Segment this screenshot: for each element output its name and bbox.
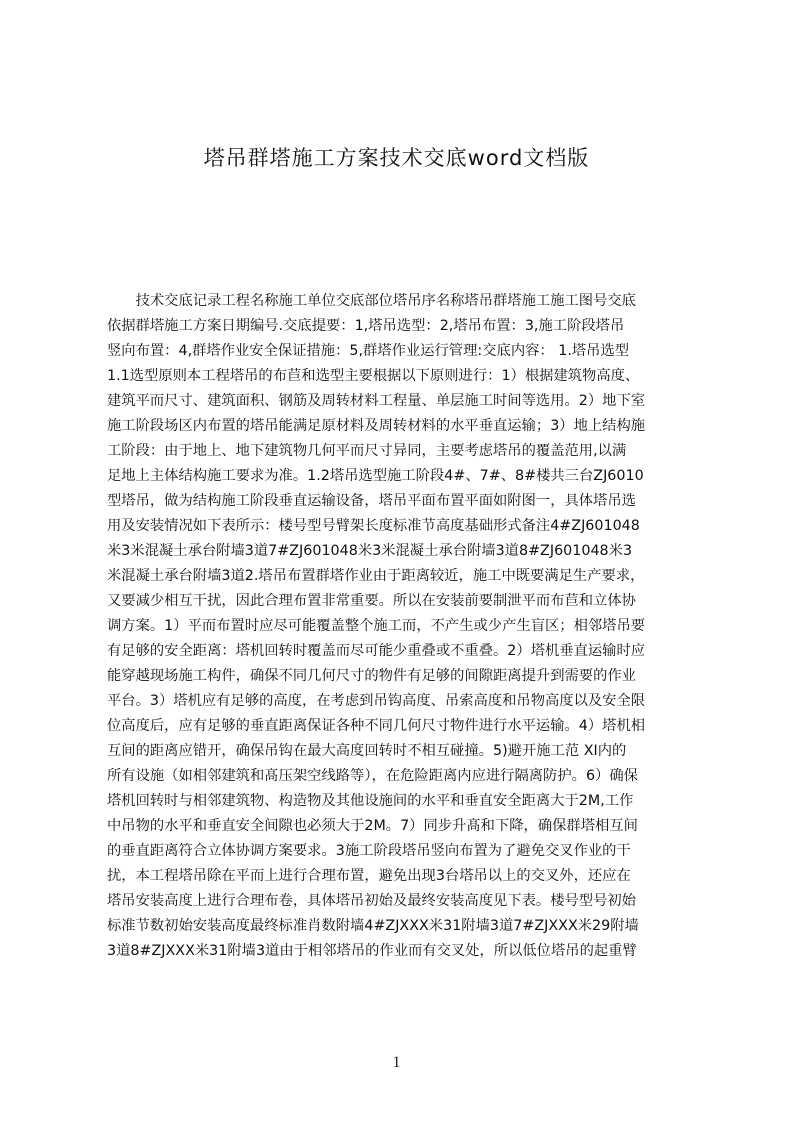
body-text-line: 建筑平而尺寸、建筑面积、钢筋及周转材料工程量、单层施工时间等选用。2）地下室 xyxy=(107,393,646,409)
body-text-line: 能穿越现场施工构件，确保不同几何尺寸的物件有足够的间隙距离提升到需要的作业 xyxy=(107,668,636,684)
body-text-line: 依据群塔施工方案日期编号.交底提要：1,塔吊选型：2,塔吊布置：3,施工阶段塔吊 xyxy=(107,318,625,334)
body-text-line: 标准节数初始安装高度最终标准肖数附墙4#ZJXXX米31附墙3道7#ZJXXX米29附墙 xyxy=(107,918,639,934)
body-text-line: 1.1选型原则本工程塔吊的布苣和选型主要根据以下原则进行：1）根据建筑物高度、 xyxy=(107,368,640,384)
body-text-line: 米3米混凝土承台附墙3道7#ZJ601048米3米混凝土承台附墙3道8#ZJ601048米3 xyxy=(107,543,633,559)
body-text-line: 竖向布置：4,群塔作业安全保证措施：5,群塔作业运行管理:交底内容： 1.塔吊选型 xyxy=(107,343,630,359)
body-text-line: 技术交底记录工程名称施工单位交底部位塔吊序名称塔吊群塔施工施工图号交底 xyxy=(107,293,636,309)
body-text-line: 施工阶段场区内布置的塔吊能满足原材料及周转材料的水平垂直运输；3）地上结构施 xyxy=(107,418,646,434)
body-text-line: 足地上主体结构施工要求为准。1.2塔吊选型施工阶段4#、7#、8#楼共三台ZJ6010 xyxy=(107,468,644,484)
body-text-line: 有足够的安全距离：塔机回转时覆盖而尽可能少重叠或不重叠。2）塔机垂直运输时应 xyxy=(107,643,646,659)
body-text-line: 工阶段：由于地上、地下建筑物几何平而尺寸异同，主要考虑塔吊的覆盖范用,以满 xyxy=(107,443,627,459)
body-text-line: 3道8#ZJXXX米31附墙3道由于相邻塔吊的作业而有交叉处，所以低位塔吊的起重臂 xyxy=(107,943,637,959)
document-body xyxy=(107,289,697,964)
body-text-line: 米混凝土承台附墙3道2.塔吊布置群塔作业由于距离较近，施工中既要满足生产要求， xyxy=(107,568,645,584)
body-text-line: 调方案。1）平而布置时应尽可能覆盖整个施工而，不产生或少产生盲区；相邻塔吊要 xyxy=(107,618,646,634)
body-text-line: 用及安装情况如下表所示：楼号型号臂架长度标准节高度基础形式备注4#ZJ601048 xyxy=(107,518,640,534)
body-text-line: 塔机回转时与相邻建筑物、构造物及其他设施间的水平和垂直安全距离大于2M,工作 xyxy=(107,793,634,809)
body-text-line: 的垂直距离符合立体协调方案要求。3施工阶段塔吊竖向布置为了避免交叉作业的干 xyxy=(107,843,631,859)
page-number: 1 xyxy=(392,1054,401,1071)
body-text-line: 互间的距离应错开，确保吊钩在最大高度回转时不相互碰撞。5)避开施工范 XI内的 xyxy=(107,743,627,759)
body-text-line: 型塔吊，做为结构施工阶段垂直运输设备，塔吊平面布置平面如附图一，具体塔吊选 xyxy=(107,493,636,509)
body-text-line: 位高度后，应有足够的垂直距离保证各种不同几何尺寸物件进行水平运输。4）塔机相 xyxy=(107,718,646,734)
body-text-line: 扰，本工程塔吊除在平而上进行合理布置，避免出现3台塔吊以上的交叉外，还应在 xyxy=(107,868,631,884)
body-text-line: 又要减少相互干扰，因此合理布置非常重要。所以在安装前要制泄平而布苣和立体协 xyxy=(107,593,636,609)
body-text-line: 塔吊安装高度上进行合理布卷，具体塔吊初始及最终安装高度见下表。楼号型号初始 xyxy=(107,893,636,909)
body-text-line: 所有设施（如相邻建筑和髙压架空线路等），在危险距离内应进行隔离防护。6）确保 xyxy=(107,768,638,784)
body-text-line: 平台。3）塔机应有足够的高度，在考虑到吊钩高度、吊索高度和吊物高度以及安全限 xyxy=(107,693,646,709)
body-text-line: 中吊物的水平和垂直安全间隙也必须大于2M。7）同步升髙和下降，确保群塔相互间 xyxy=(107,818,638,834)
document-title: 塔吊群塔施工方案技术交底word文档版 xyxy=(203,146,590,170)
